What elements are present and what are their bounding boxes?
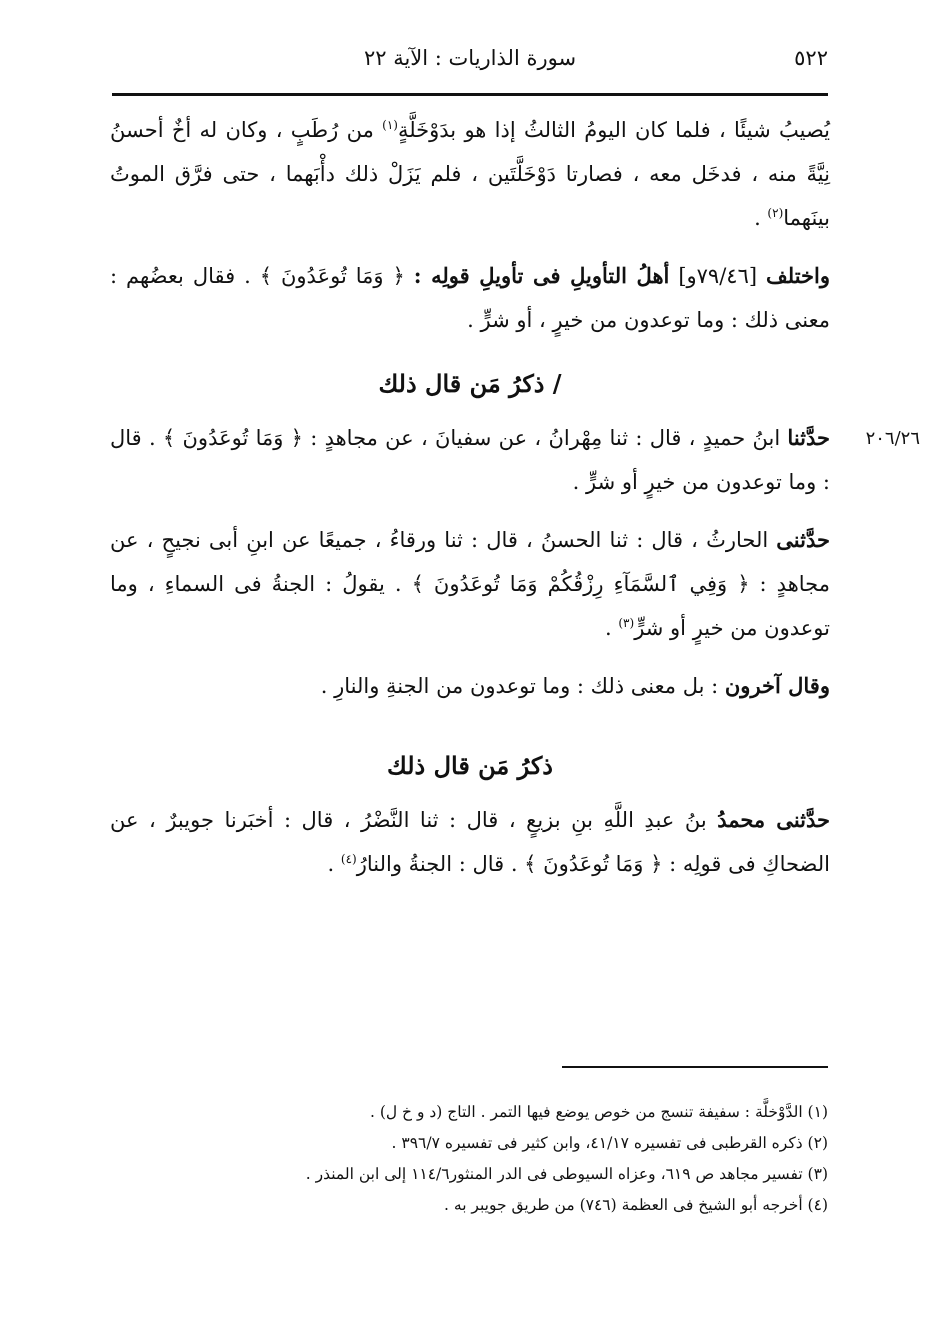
paragraph-6-lead: حدَّثنى محمدُ xyxy=(717,807,830,832)
footnote-marker-2: (٢) xyxy=(767,206,784,220)
paragraph-6-text: بنُ عبدِ اللَّهِ بنِ بزيعٍ ، قال : ثنا النَّضْرُ ، قال : أخبَرنا جويبرٌ ، عن الضحاكِ فى قولِه : xyxy=(110,808,830,876)
footnote-rule xyxy=(562,1066,828,1068)
header-rule xyxy=(112,93,828,96)
paragraph-3-rest: . قال : وما توعدون من خيرٍ أو شرٍّ . xyxy=(110,426,830,494)
paragraph-2-lead: واختلف xyxy=(766,263,830,288)
paragraph-3-lead: حدَّثنا xyxy=(787,425,831,450)
paragraph-6 xyxy=(110,798,830,886)
manuscript-reference: [٧٩/٤٦و] xyxy=(669,264,767,288)
quran-verse: ﴿ وَمَا تُوعَدُونَ ﴾ xyxy=(155,426,311,450)
page-header xyxy=(112,42,828,82)
footnotes xyxy=(112,1098,828,1222)
paragraph-2-rest: . فقال بعضُهم : معنى ذلك : وما توعدون من خيرٍ ، أو شرٍّ . xyxy=(110,264,830,332)
main-text xyxy=(110,108,830,886)
footnote-1: (١) الدَّوْخلَّة : سفيفة تنسج من خوص يوضع فيها التمر . التاج (د و خ ل) . xyxy=(369,1103,828,1121)
page-number: ٥٢٢ xyxy=(794,46,828,70)
margin-reference: ٢٠٦/٢٦ xyxy=(865,428,920,449)
paragraph-5-lead: وقال آخرون xyxy=(724,673,830,698)
paragraph-4-lead: حدَّثنى xyxy=(776,527,830,552)
paragraph-4-text: الحارثُ ، قال : ثنا الحسنُ ، قال : ثنا ورقاءُ ، جميعًا عن ابنِ أبى نجيحٍ ، عن مجاهدٍ : xyxy=(110,528,830,596)
footnote-3: (٣) تفسير مجاهد ص ٦١٩، وعزاه السيوطى فى الدر المنثور١١٤/٦ إلى ابن المنذر . xyxy=(305,1165,828,1183)
running-head: سورة الذاريات : الآية ٢٢ xyxy=(363,46,577,70)
footnote-4: (٤) أخرجه أبو الشيخ فى العظمة (٧٤٦) من طريق جويبر به . xyxy=(444,1196,828,1214)
quran-verse: ﴿ وَفِي ٱلسَّمَآءِ رِزْقُكُمْ وَمَا تُوعَدُونَ ﴾ xyxy=(401,572,760,596)
footnote-marker-4: (٤) xyxy=(340,852,357,866)
paragraph-3-text: ابنُ حميدٍ ، قال : ثنا مِهْرانُ ، عن سفيانَ ، عن مجاهدٍ : xyxy=(310,426,788,450)
section-heading-2: ذكرُ مَن قال ذلك xyxy=(387,751,553,780)
paragraph-1-text-b: من رُطَبٍ ، وكان له أخٌ أحسنُ نِيَّةً منه ، فدخَل معه ، فصارتا دَوْخَلَّتَين ، فلم يَزَلْ ذلك دأْبَهما ، حتى فرَّق الموتُ بينَهما xyxy=(110,118,830,230)
quran-verse: ﴿ وَمَا تُوعَدُونَ ﴾ xyxy=(250,264,414,288)
paragraph-4-end: . xyxy=(605,616,619,640)
paragraph-2 xyxy=(110,254,830,342)
paragraph-2-bold: أهلُ التأويلِ فى تأويلِ قولِه : xyxy=(413,263,670,288)
paragraph-5-text: : بل معنى ذلك : وما توعدون من الجنةِ والنارِ . xyxy=(320,674,725,698)
paragraph-3 xyxy=(110,416,830,504)
section-heading-1: / ذكرُ مَن قال ذلك xyxy=(378,369,562,398)
paragraph-1-text-a: يُصيبُ شيئًا ، فلما كان اليومُ الثالثُ إذا هو بدَوْخَلَّةٍ xyxy=(397,118,830,142)
paragraph-4 xyxy=(110,518,830,650)
paragraph-5 xyxy=(110,664,830,708)
paragraph-6-rest: . قال : الجنةُ والنارُ xyxy=(356,852,518,876)
quran-verse: ﴿ وَمَا تُوعَدُونَ ﴾ xyxy=(517,852,670,876)
footnote-marker-3: (٣) xyxy=(618,616,635,630)
footnote-marker-1: (١) xyxy=(382,118,398,132)
footnote-2: (٢) ذكره القرطبى فى تفسيره ٤١/١٧، وابن كثير فى تفسيره ٣٩٦/٧ . xyxy=(391,1134,828,1152)
paragraph-4-rest: . يقولُ : الجنةُ فى السماءِ ، وما توعدون من خيرٍ أو شرٍّ xyxy=(110,572,830,640)
paragraph-1-text-c: . xyxy=(754,206,768,230)
paragraph-6-end: . xyxy=(327,852,341,876)
paragraph-1 xyxy=(110,108,830,240)
